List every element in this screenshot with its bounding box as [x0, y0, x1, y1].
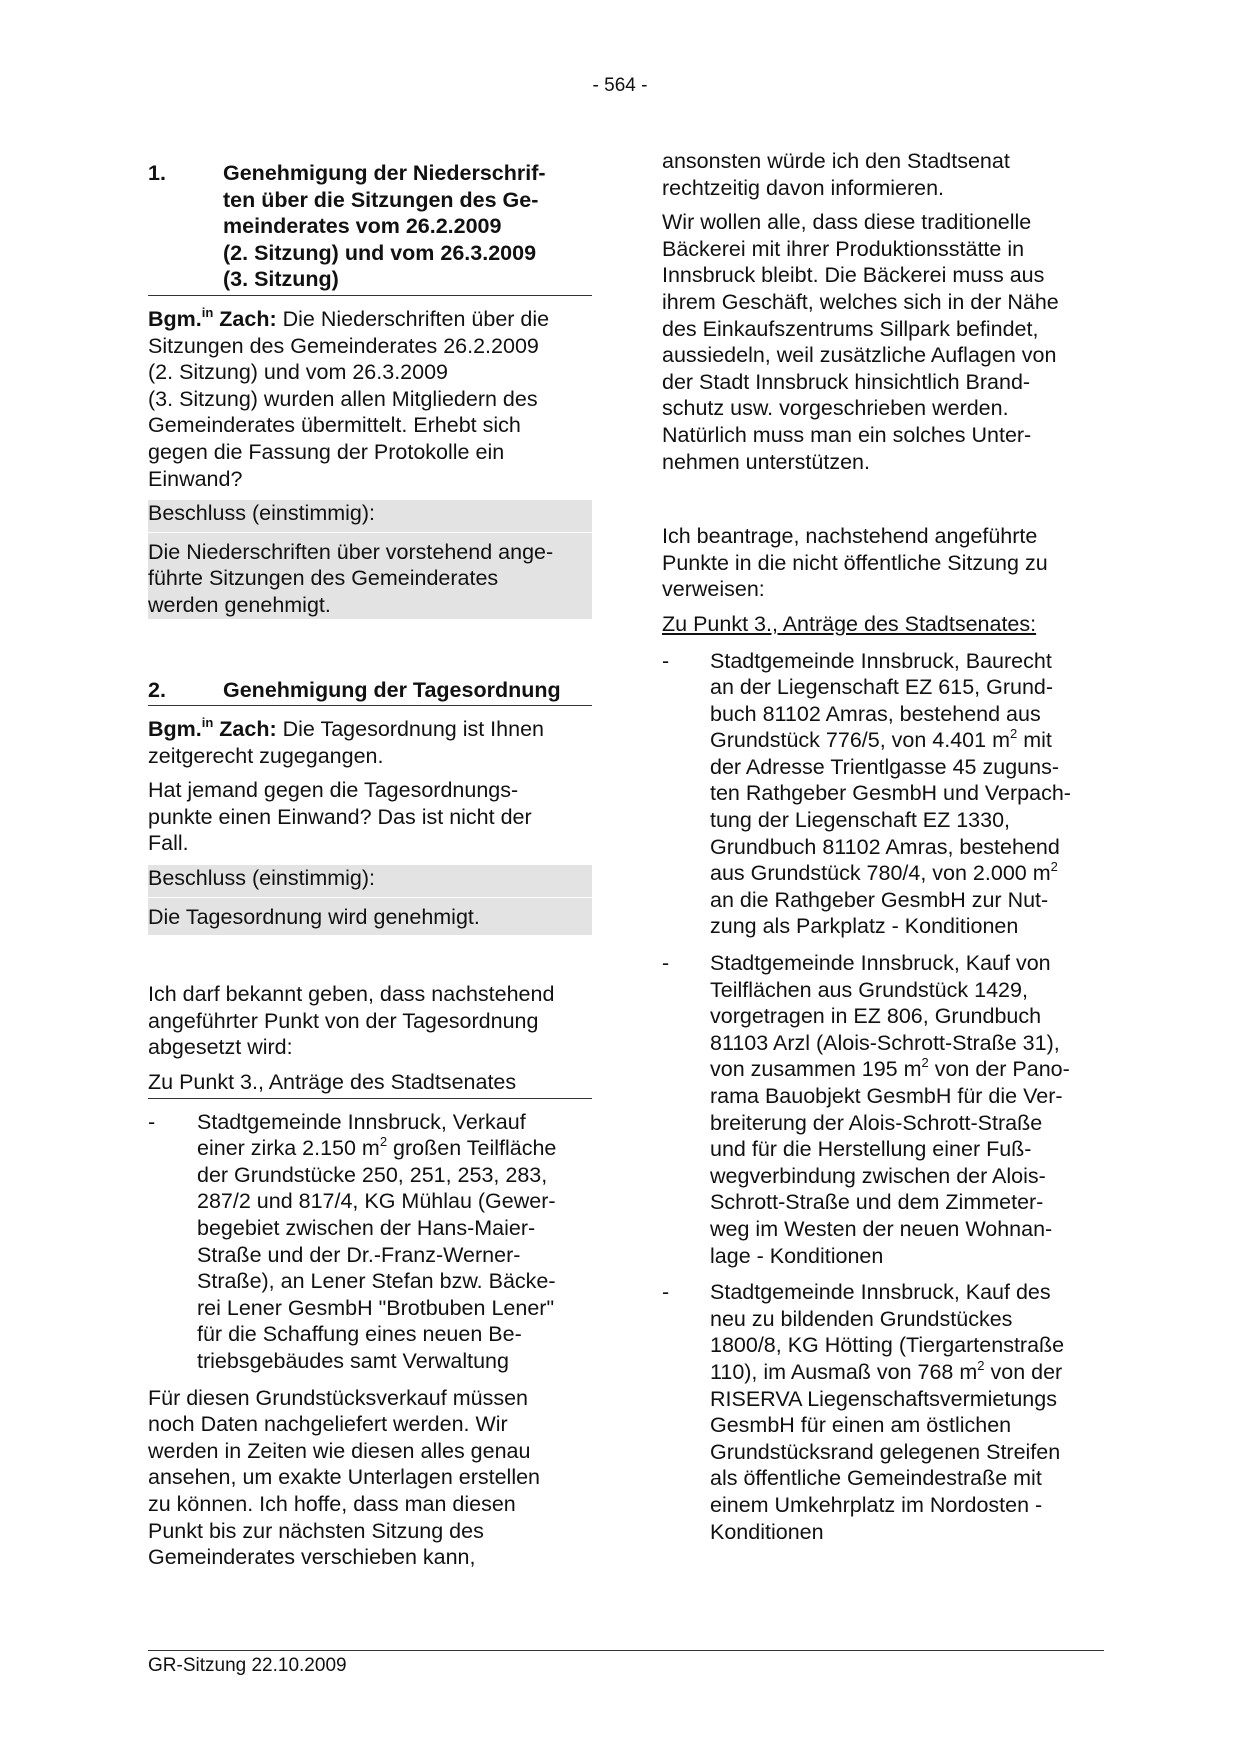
section-1-number: 1.: [148, 161, 166, 185]
closing-paragraph: Für diesen Grundstücksverkauf müssen noch Daten nachgeliefert werden. Wir werden in Zeiten wie diesen alles genau ansehen, um exakte Unterlagen erstellen zu können. Ich hoffe, dass man diesen Punkt bis zur nächsten Sitzung des Gemeinderates verschieben kann,: [148, 1385, 541, 1570]
section-2-heading: [148, 677, 592, 707]
list-item-text: Stadtgemeinde Innsbruck, Baurecht an der Liegenschaft EZ 615, Grund- buch 81102 Amras, bestehend aus Grundstück 776/5, von 4.401 $m^2$ mit der Adresse Trientlgasse 45 zuguns- ten Rathgeber GesmbH und Verpach- tung der Liegenschaft EZ 1330, Grundbuch 81102 Amras, bestehend aus Grundstück 780/4, von 2.000 $m^2$ an die Rathgeber GesmbH zur Nut- zung als Parkplatz - Konditionen: [710, 648, 1071, 939]
motion-paragraph: Ich beantrage, nachstehend angeführte Punkte in die nicht öffentliche Sitzung zu verweisen:: [662, 524, 1048, 602]
page-footer: GR-Sitzung 22.10.2009: [148, 1650, 1104, 1678]
resolution-text: Die Niederschriften über vorstehend ange- führte Sitzungen des Gemeinderates werden genehmigt.: [148, 539, 554, 617]
dash-bullet: -: [662, 951, 670, 976]
resolution-label: Beschluss (einstimmig):: [148, 865, 592, 898]
speaker-label: Bgm.$^{in}$ Zach:: [148, 304, 277, 331]
list-item-text: Stadtgemeinde Innsbruck, Verkauf einer zirka 2.150 $m^2$ großen Teilfläche der Grundstücke 250, 251, 253, 283, 287/2 und 817/4, KG Mühlau (Gewer- begebiet zwischen der Hans-Maier- Straße und der Dr.-Franz-Werner- Straße), an Lener Stefan bzw. Bäcke- rei Lener GesmbH "Brotbuben Lener" für die Schaffung eines neuen Be- triebsgebäudes samt Verwaltung: [197, 1109, 557, 1373]
section-2-question: Hat jemand gegen die Tagesordnungs- punkte einen Einwand? Das ist nicht der Fall.: [148, 778, 532, 856]
list-item: [662, 648, 1107, 941]
list-item: [148, 1109, 592, 1375]
section-1-heading: [148, 160, 592, 296]
resolution-label: Beschluss (einstimmig):: [148, 500, 592, 533]
dash-bullet: -: [662, 648, 670, 673]
continuation-paragraph: ansonsten würde ich den Stadtsenat rechtzeitig davon informieren.: [662, 149, 1010, 200]
left-column: [148, 160, 592, 1579]
dash-bullet: -: [148, 1109, 156, 1134]
agenda-item-heading: Zu Punkt 3., Anträge des Stadtsenates:: [662, 611, 1037, 636]
resolution-text: Die Tagesordnung wird genehmigt.: [148, 904, 480, 929]
section-1-resolution: [148, 500, 592, 618]
section-2-statement: Bgm.$^{in}$ Zach: Die Tagesordnung ist Ihnen zeitgerecht zugegangen.: [148, 715, 544, 768]
dash-bullet: -: [662, 1280, 670, 1305]
section-2-resolution: [148, 865, 592, 935]
list-item-text: Stadtgemeinde Innsbruck, Kauf von Teilflächen aus Grundstück 1429, vorgetragen in EZ 806, Grundbuch 81103 Arzl (Alois-Schrott-Straße 31), von zusammen 195 $m^2$ von der Pano- rama Bauobjekt GesmbH für die Ver- breiterung der Alois-Schrott-Straße und für die Herstellung einer Fuß- wegverbindung zwischen der Alois- Schrott-Straße und dem Zimmeter- weg im Westen der neuen Wohnan- lage - Konditionen: [710, 951, 1070, 1268]
section-2-number: 2.: [148, 677, 166, 702]
section-1-title: Genehmigung der Niederschrif- ten über die Sitzungen des Ge- meinderates vom 26.2.2009 (2. Sitzung) und vom 26.3.2009 (3. Sitzung): [223, 161, 546, 292]
announcement: Ich darf bekannt geben, dass nachstehend angeführter Punkt von der Tagesordnung abgesetzt wird:: [148, 982, 555, 1060]
bakery-paragraph: Wir wollen alle, dass diese traditionelle Bäckerei mit ihrer Produktionsstätte in Innsbruck bleibt. Die Bäckerei muss aus ihrem Geschäft, welches sich in der Nähe des Einkaufszentrums Sillpark befindet, aussiedeln, weil zusätzliche Auflagen von der Stadt Innsbruck hinsichtlich Brand- schutz usw. vorgeschrieben werden. Natürlich muss man ein solches Unter- nehmen unterstützen.: [662, 210, 1059, 474]
list-item-text: Stadtgemeinde Innsbruck, Kauf des neu zu bildenden Grundstückes 1800/8, KG Hötting (Tiergartenstraße 110), im Ausmaß von 768 $m^2$ von der RISERVA Liegenschaftsvermietungs GesmbH für einen am östlichen Grundstücksrand gelegenen Streifen als öffentliche Gemeindestraße mit einem Umkehrplatz im Nordosten - Konditionen: [710, 1280, 1065, 1544]
list-item: [662, 1279, 1107, 1545]
section-2-title: Genehmigung der Tagesordnung: [223, 677, 561, 702]
section-1-statement: Bgm.$^{in}$ Zach: Die Niederschriften über die Sitzungen des Gemeinderates 26.2.2009 (2. Sitzung) und vom 26.3.2009 (3. Sitzung) wurden allen Mitgliedern des Gemeinderates übermittelt. Erhebt sich gegen die Fassung der Protokolle ein Einwand?: [148, 304, 550, 491]
right-column: [662, 148, 1107, 1555]
closed-session-items-list: [662, 648, 1107, 1546]
list-item: [662, 950, 1107, 1269]
speaker-label: Bgm.$^{in}$ Zach:: [148, 715, 277, 742]
page-number: - 564 -: [592, 75, 648, 96]
agenda-item-heading: Zu Punkt 3., Anträge des Stadtsenates: [148, 1069, 592, 1099]
removed-items-list: [148, 1109, 592, 1375]
